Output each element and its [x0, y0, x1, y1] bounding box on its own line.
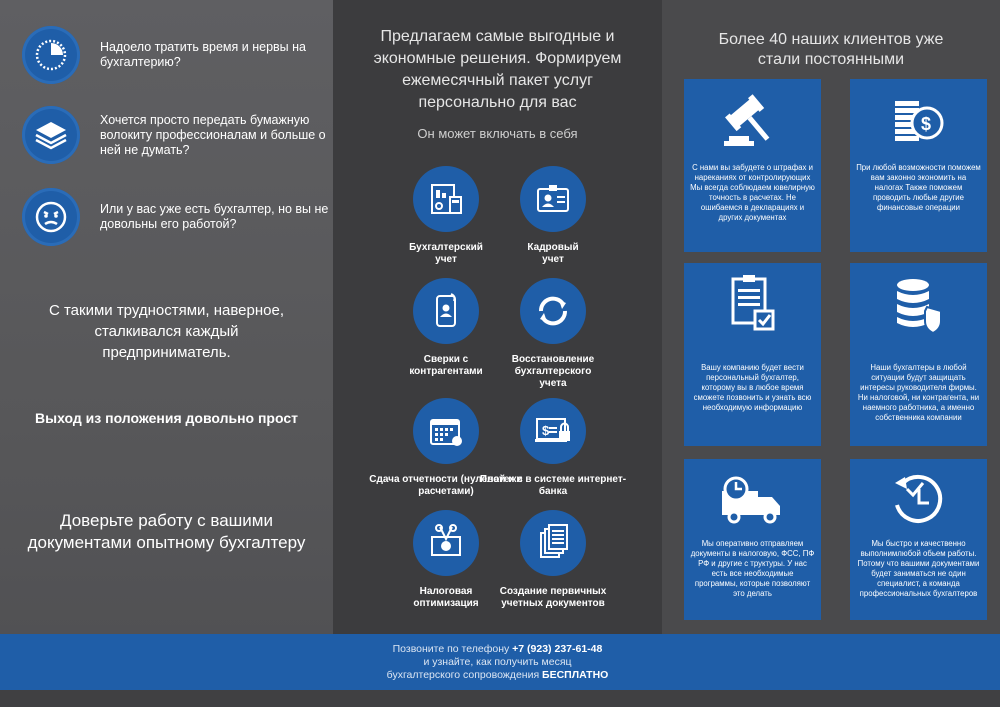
card-text: Мы быстро и качественно выполнимлюбой обьем работы. Потому что вашими документами будет заниматься не один специалист, а команда профессиональных бухгалтеров	[857, 539, 980, 598]
offer-heading: Предлагаем самые выгодные и экономные решения. Формируем ежемесячный пакет услуг персонально для вас	[373, 28, 622, 111]
documents-icon	[520, 510, 586, 576]
stack-layers-icon	[22, 106, 80, 164]
benefit-card-personal-accountant	[684, 263, 821, 446]
accounting-icon	[413, 166, 479, 232]
card-text: Наши бухгалтеры в любой ситуации будут защищать интересы руководителя фирмы. Ни налоговой, ни контрагента, ни наемного работника, а именно собственника компании	[857, 363, 980, 422]
calendar-icon	[413, 398, 479, 464]
pain-text: Или у вас уже есть бухгалтер, но вы не довольны его работой?	[100, 202, 329, 231]
solution-heading: Выход из положения довольно прост	[35, 410, 298, 426]
benefit-card-fines	[684, 79, 821, 252]
card-text: С нами вы забудете о штрафах и нареканиях от контролирующих Мы всегда соблюдаем ювелирную точность в расчетах. Не ошибаемся в декларациях и других документах	[690, 163, 815, 222]
bottom-strip	[0, 690, 1000, 707]
benefit-card-team	[850, 459, 987, 620]
clients-heading: Более 40 наших клиентов уже стали постоянными	[718, 31, 944, 68]
benefit-card-taxes	[850, 79, 987, 252]
offer-line: и узнайте, как получить месяц	[423, 656, 572, 668]
pain-text: Надоело тратить время и нервы на бухгалтерию?	[100, 40, 306, 69]
service-label: Сдача отчетности (нулевой и с расчетами)	[369, 474, 523, 497]
service-primary-documents	[488, 510, 618, 610]
service-hr	[488, 166, 618, 266]
clock-check-icon	[856, 467, 981, 535]
card-text: Вашу компанию будет вести персональный бухгалтер, которому вы в любое время сможете позвонить и узнать всю необходимую информацию	[693, 363, 812, 412]
service-label: Сверки с контрагентами	[409, 354, 483, 377]
contact-text	[333, 643, 662, 682]
service-label: Налоговая оптимизация	[413, 586, 479, 609]
tax-cut-icon	[413, 510, 479, 576]
id-badge-icon	[520, 166, 586, 232]
service-payments	[479, 398, 627, 498]
service-label: Платежи в системе интернет-банка	[479, 474, 627, 497]
restore-cycle-icon	[520, 278, 586, 344]
card-text: Мы оперативно отправляем документы в налоговую, ФСС, ПФ РФ и другие с труктуры. У нас есть все необходимые программы, которые позволяют это делать	[690, 539, 815, 598]
secure-payment-icon	[520, 398, 586, 464]
trust-text: Доверьте работу с вашими документами опытному бухгалтеру	[27, 511, 306, 552]
angry-face-icon	[22, 188, 80, 246]
card-text: При любой возможности поможем вам законно экономить на налогах Также поможем проводить любые другие финансовые операции	[856, 163, 981, 212]
phone-number[interactable]: +7 (923) 237-61-48	[512, 643, 603, 655]
support-prefix: бухгалтерского сопровождения	[386, 669, 543, 681]
gavel-icon	[690, 87, 815, 155]
offer-subheading: Он может включать в себя	[417, 126, 578, 141]
right-panel	[662, 0, 1000, 707]
middle-panel	[333, 0, 662, 707]
service-label: Бухгалтерский учет	[409, 242, 483, 265]
benefit-card-protection	[850, 263, 987, 446]
pain-point-accountant	[22, 188, 330, 246]
pain-point-time	[22, 26, 330, 84]
benefit-card-delivery	[684, 459, 821, 620]
contact-footer	[0, 634, 1000, 690]
service-label: Восстановление бухгалтерского учета	[511, 354, 595, 389]
free-label: БЕСПЛАТНО	[542, 669, 609, 681]
pain-point-paperwork	[22, 106, 330, 164]
delivery-truck-icon	[690, 467, 815, 535]
service-label: Создание первичных учетных документов	[499, 586, 607, 609]
service-label: Кадровый учет	[527, 242, 579, 265]
phone-contact-icon	[413, 278, 479, 344]
service-restoration	[488, 278, 618, 390]
pain-text: Хочется просто передать бумажную волокиту профессионалам и больше о ней не думать?	[100, 112, 326, 157]
call-prefix: Позвоните по телефону	[392, 643, 513, 655]
coins-icon	[856, 87, 981, 155]
svg-text:$: $	[542, 423, 550, 438]
difficulty-text: С такими трудностями, наверное, сталкивался каждый предприниматель.	[48, 302, 285, 361]
checklist-icon	[690, 271, 815, 339]
left-panel	[0, 0, 333, 707]
database-shield-icon	[856, 271, 981, 339]
clock-icon	[22, 26, 80, 84]
svg-text:$: $	[920, 114, 931, 134]
